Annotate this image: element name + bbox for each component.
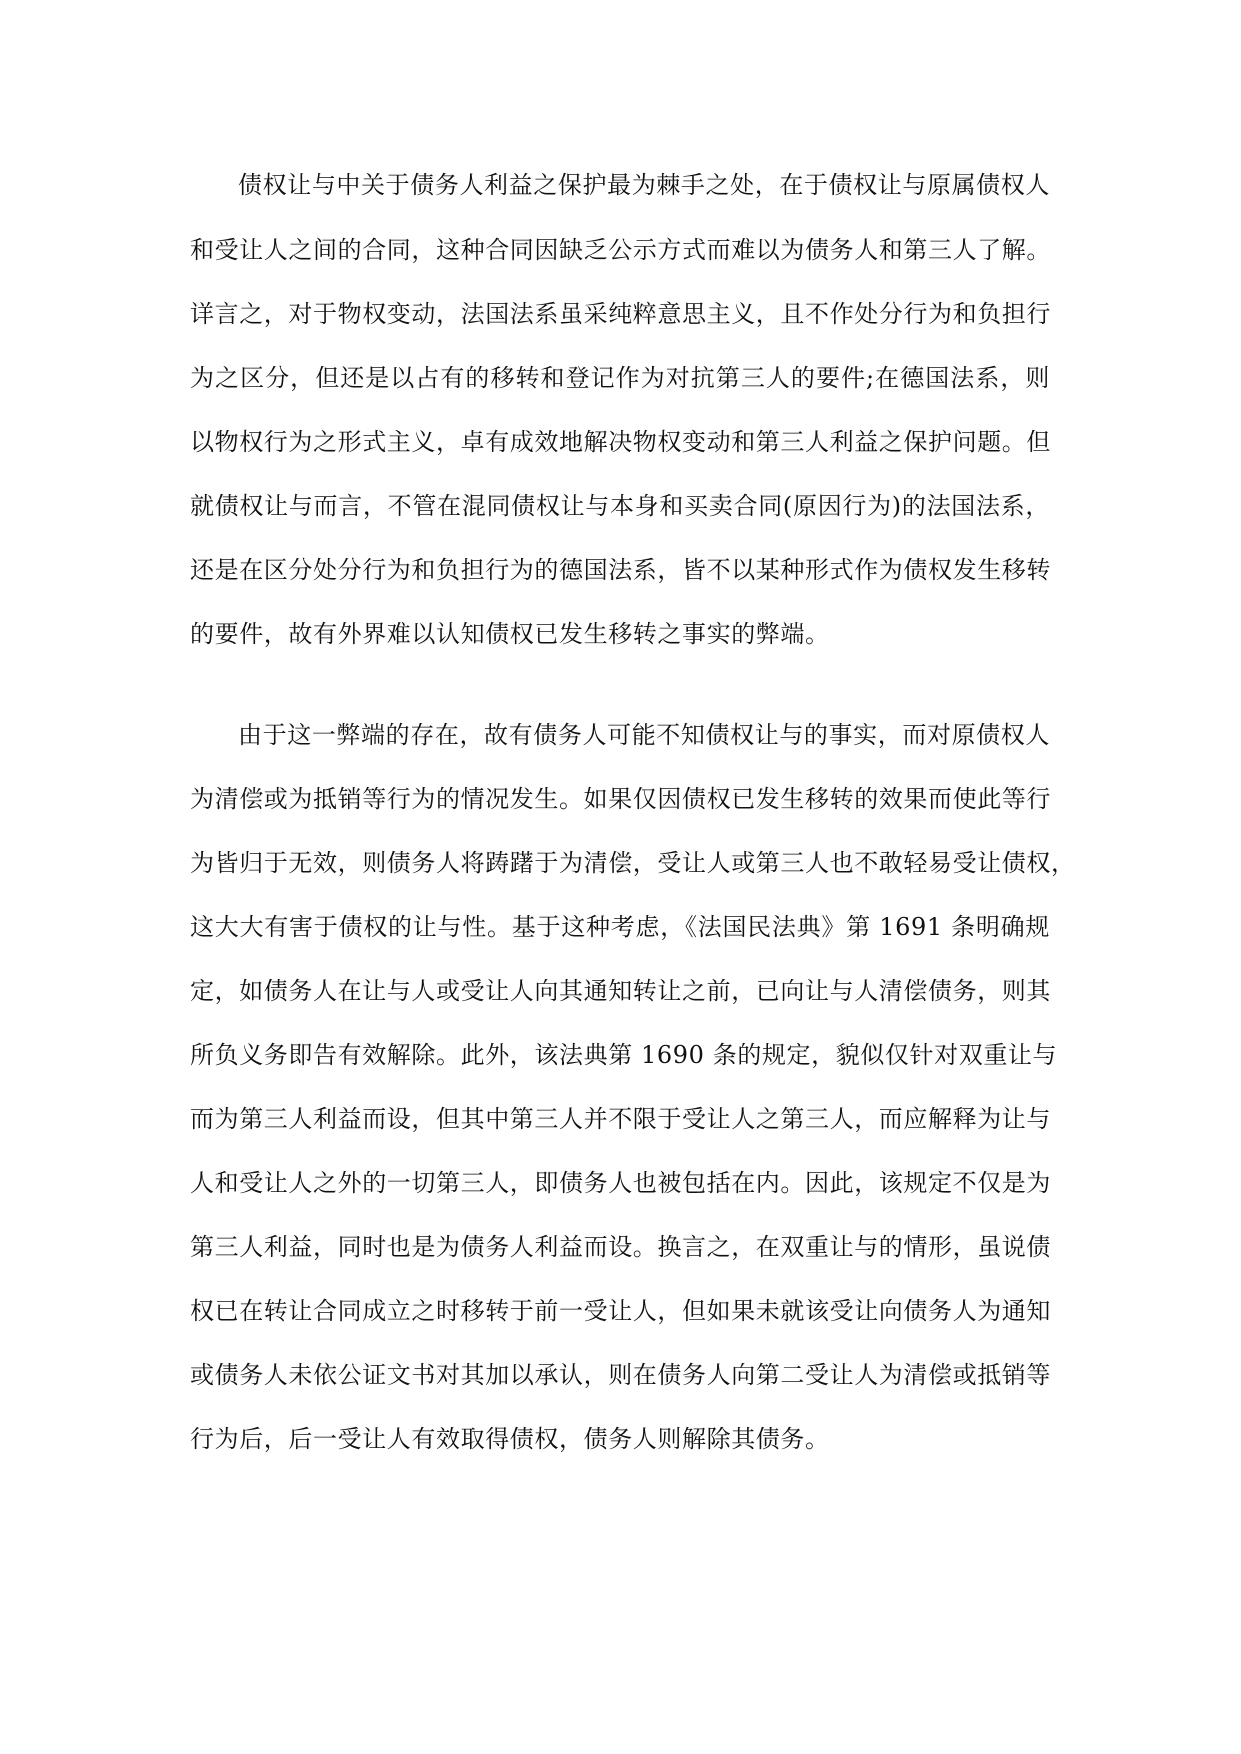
paragraph-2-line-8: 人和受让人之外的一切第三人，即债务人也被包括在内。因此，该规定不仅是为 bbox=[190, 1169, 1051, 1197]
paragraph-1-line-5: 以物权行为之形式主义，卓有成效地解决物权变动和第三人利益之保护问题。但 bbox=[190, 428, 1051, 456]
paragraph-2-line-5: 定，如债务人在让与人或受让人向其通知转让之前，已向让与人清偿债务，则其 bbox=[190, 977, 1051, 1005]
paragraph-2-line-10: 权已在转让合同成立之时移转于前一受让人，但如果未就该受让向债务人为通知 bbox=[190, 1297, 1051, 1325]
paragraph-2-line-6: 所负义务即告有效解除。此外，该法典第 1690 条的规定，貌似仅针对双重让与 bbox=[190, 1041, 1058, 1069]
paragraph-2-line-7: 而为第三人利益而设，但其中第三人并不限于受让人之第三人，而应解释为让与 bbox=[190, 1105, 1051, 1133]
paragraph-2-line-3: 为皆归于无效，则债务人将踌躇于为清偿，受让人或第三人也不敢轻易受让债权， bbox=[190, 849, 1076, 877]
paragraph-2-line-9: 第三人利益，同时也是为债务人利益而设。换言之，在双重让与的情形，虽说债 bbox=[190, 1233, 1051, 1261]
paragraph-2-line-1: 由于这一弊端的存在，故有债务人可能不知债权让与的事实，而对原债权人 bbox=[238, 721, 1050, 749]
paragraph-1-line-6: 就债权让与而言，不管在混同债权让与本身和买卖合同(原因行为)的法国法系， bbox=[190, 492, 1050, 520]
paragraph-1-line-2: 和受让人之间的合同，这种合同因缺乏公示方式而难以为债务人和第三人了解。 bbox=[190, 236, 1051, 264]
paragraph-2-line-11: 或债务人未依公证文书对其加以承认，则在债务人向第二受让人为清偿或抵销等 bbox=[190, 1361, 1051, 1389]
paragraph-1-line-1: 债权让与中关于债务人利益之保护最为棘手之处，在于债权让与原属债权人 bbox=[238, 171, 1050, 199]
paragraph-2-line-12: 行为后，后一受让人有效取得债权，债务人则解除其债务。 bbox=[190, 1425, 830, 1453]
paragraph-2-line-2: 为清偿或为抵销等行为的情况发生。如果仅因债权已发生移转的效果而使此等行 bbox=[190, 785, 1051, 813]
paragraph-1-line-7: 还是在区分处分行为和负担行为的德国法系，皆不以某种形式作为债权发生移转 bbox=[190, 556, 1051, 584]
paragraph-1-line-3: 详言之，对于物权变动，法国法系虽采纯粹意思主义，且不作处分行为和负担行 bbox=[190, 300, 1051, 328]
paragraph-2-line-4: 这大大有害于债权的让与性。基于这种考虑，《法国民法典》第 1691 条明确规 bbox=[190, 913, 1050, 941]
paragraph-1-line-4: 为之区分，但还是以占有的移转和登记作为对抗第三人的要件;在德国法系，则 bbox=[190, 364, 1050, 392]
paragraph-1-line-8: 的要件，故有外界难以认知债权已发生移转之事实的弊端。 bbox=[190, 620, 830, 648]
